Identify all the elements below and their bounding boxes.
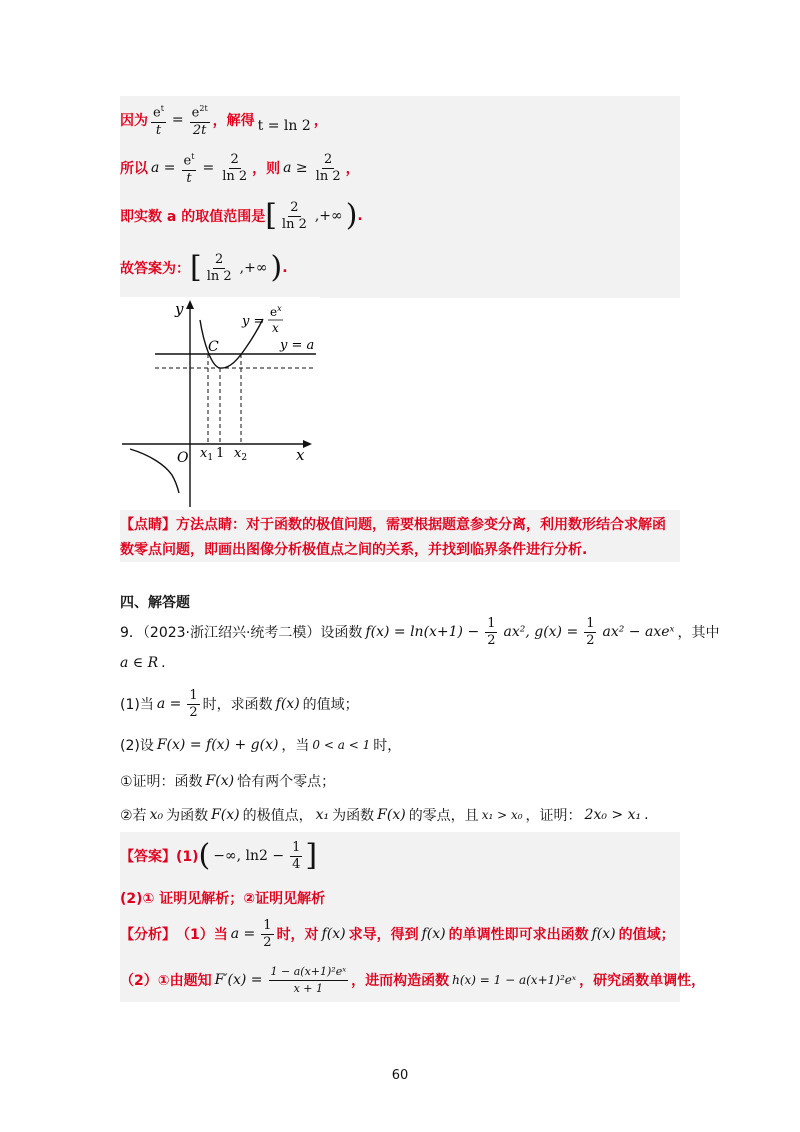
- fraction: $\frac{2}{\ln 2}$: [206, 251, 232, 284]
- math-expr: x₀: [149, 807, 164, 823]
- graph-svg: [120, 297, 320, 510]
- text: 时，求函数: [202, 697, 273, 713]
- math-expr: x₁: [315, 807, 330, 823]
- fraction: $\frac{2}{\ln 2}$: [315, 151, 341, 184]
- text: 的值域；: [302, 697, 359, 713]
- text: （2）①由题知: [120, 973, 212, 989]
- fraction: $\frac{2}{\ln 2}$: [222, 151, 248, 184]
- math-expr: −∞, ln2 −: [213, 848, 285, 864]
- x1-tick-label: $x_1$: [200, 446, 214, 463]
- dianjing-line-1: [120, 512, 666, 536]
- function-graph: [120, 297, 320, 510]
- text: 为函数: [166, 808, 209, 824]
- text: ②若: [120, 808, 147, 824]
- solution-line-1: [120, 100, 328, 140]
- text: 方法点睛：对于函数的极值问题，需要根据题意参变分离，利用数形结合求解函: [176, 517, 666, 533]
- right-bracket: ]: [305, 838, 318, 873]
- curve-left-branch: [130, 449, 179, 493]
- curve-label-lhs: y =: [242, 314, 265, 329]
- math-expr: f(x): [321, 926, 346, 942]
- text: ，解得: [212, 113, 255, 129]
- x-axis-label: x: [296, 446, 305, 464]
- math-expr: F(x): [205, 773, 235, 789]
- text: 的单调性即可求出函数: [448, 927, 589, 943]
- math-expr: h(x) = 1 − a(x+1)²eˣ: [452, 973, 577, 987]
- text: ，其中: [677, 625, 720, 641]
- one-tick-label: 1: [216, 446, 225, 461]
- fraction: $\frac{2}{\ln 2}$: [281, 199, 307, 232]
- fraction: $\frac{e^{2t}}{2t}$: [190, 101, 210, 138]
- right-paren: ): [345, 198, 358, 233]
- fraction: $\frac{1}{4}$: [292, 839, 301, 872]
- section-title: 四、解答题: [120, 595, 190, 611]
- text: ，当: [281, 738, 310, 754]
- math-expr: F′(x) =: [214, 972, 263, 988]
- text: 因为: [120, 113, 148, 129]
- text: ，进而构造函数: [351, 973, 450, 989]
- line-label: y = a: [280, 338, 315, 353]
- math-expr: F(x): [211, 807, 240, 823]
- page-number: 60: [391, 1068, 409, 1083]
- fraction: $\frac{1}{2}$: [586, 615, 595, 648]
- math-expr: a =: [230, 926, 256, 942]
- question-1: [120, 686, 359, 722]
- question-2b: [120, 803, 649, 827]
- text: ①证明：函数: [120, 774, 203, 790]
- text: ，研究函数单调性，: [579, 973, 706, 989]
- left-bracket: [: [190, 250, 202, 285]
- solution-line-3: [120, 196, 363, 236]
- problem-line-2: [120, 652, 166, 674]
- math-expr: F(x): [377, 807, 406, 823]
- left-bracket: [: [265, 198, 277, 233]
- math-expr: ,+∞: [314, 208, 343, 224]
- text: .: [282, 260, 288, 276]
- text: .: [357, 208, 363, 224]
- analysis-line-1: [120, 916, 675, 952]
- text: ，: [345, 161, 360, 177]
- text: (2)① 证明见解析；②证明见解析: [120, 891, 326, 907]
- text: 恰有两个零点；: [237, 774, 336, 790]
- text: ，证明：: [525, 808, 582, 824]
- x2-tick-label: $x_2$: [234, 446, 248, 463]
- text: 的零点，且: [408, 808, 479, 824]
- y-axis-label: y: [175, 300, 184, 318]
- fraction: $\frac{1}{2}$: [263, 917, 272, 950]
- solution-line-2: [120, 148, 360, 188]
- text: ，: [313, 113, 328, 129]
- math-expr: F(x) = f(x) + g(x): [156, 737, 279, 753]
- fraction: $\frac{1}{2}$: [189, 687, 198, 720]
- text: 时，: [373, 738, 402, 754]
- math-expr: f(x) = ln(x+1) −: [365, 624, 480, 640]
- math-expr: x₁ > x₀: [481, 808, 523, 822]
- question-2a: [120, 769, 335, 793]
- math-expr: f(x): [421, 926, 446, 942]
- equals: =: [202, 160, 215, 176]
- text: .: [644, 807, 649, 823]
- text: 所以: [120, 161, 148, 177]
- math-expr: a =: [151, 160, 176, 176]
- math-expr: a =: [156, 696, 182, 712]
- math-expr: ,+∞: [239, 260, 268, 276]
- dianjing-tag: 【点睛】: [120, 517, 176, 533]
- answer-tag: 【答案】(1): [120, 849, 199, 865]
- right-paren: ): [270, 250, 283, 285]
- text: 的极值点，: [242, 808, 313, 824]
- text: (1)当: [120, 697, 154, 713]
- answer-line-2: [120, 886, 325, 910]
- curve-label-num: $e^x$: [270, 304, 282, 319]
- solution-line-4: [120, 248, 288, 288]
- math-expr: ax², g(x) =: [503, 624, 579, 640]
- math-expr: f(x): [275, 696, 300, 712]
- math-expr: f(x): [591, 926, 616, 942]
- text: 为函数: [332, 808, 375, 824]
- question-2: [120, 733, 401, 757]
- math-expr: a ≥: [283, 160, 308, 176]
- left-paren: (: [198, 838, 211, 873]
- text: .: [161, 655, 166, 671]
- text: (2)设: [120, 738, 154, 754]
- point-c-label: C: [208, 339, 219, 355]
- text: 即实数 a 的取值范围是: [120, 209, 266, 225]
- equals: =: [171, 112, 184, 128]
- text: ，则: [252, 161, 281, 177]
- math-expr: 0 < a < 1: [312, 738, 371, 752]
- answer-line-1: [120, 836, 317, 876]
- text: 的值域；: [618, 927, 675, 943]
- fraction: $\frac{e^t}{t}$: [182, 149, 197, 186]
- problem-line-1: [120, 614, 719, 650]
- text: 9．（2023·浙江绍兴·统考二模）设函数: [120, 625, 363, 641]
- math-expr: t = ln 2: [257, 118, 311, 134]
- origin-label: O: [177, 450, 189, 466]
- text: 故答案为：: [120, 261, 190, 277]
- fraction: $\frac{1}{2}$: [487, 615, 496, 648]
- math-expr: 2x₀ > x₁: [584, 807, 642, 823]
- analysis-tag: 【分析】: [120, 927, 176, 943]
- text: （1）当: [176, 927, 228, 943]
- text: 数零点问题，即画出图像分析极值点之间的关系，并找到临界条件进行分析.: [120, 542, 588, 558]
- analysis-line-2: [120, 960, 705, 1000]
- text: 时，对: [276, 927, 319, 943]
- math-expr: ax² − axeˣ: [602, 624, 675, 640]
- fraction: $\frac{\text{1 − a(x+1)²eˣ}}{x + 1}$: [270, 964, 347, 995]
- curve-label-den: x: [272, 321, 279, 335]
- y-axis-arrow: [186, 300, 194, 309]
- text: 求导，得到: [348, 927, 419, 943]
- fraction: $\frac{e^t}{t}$: [151, 101, 166, 138]
- math-expr: a ∈ R: [120, 655, 159, 671]
- dianjing-line-2: [120, 537, 587, 561]
